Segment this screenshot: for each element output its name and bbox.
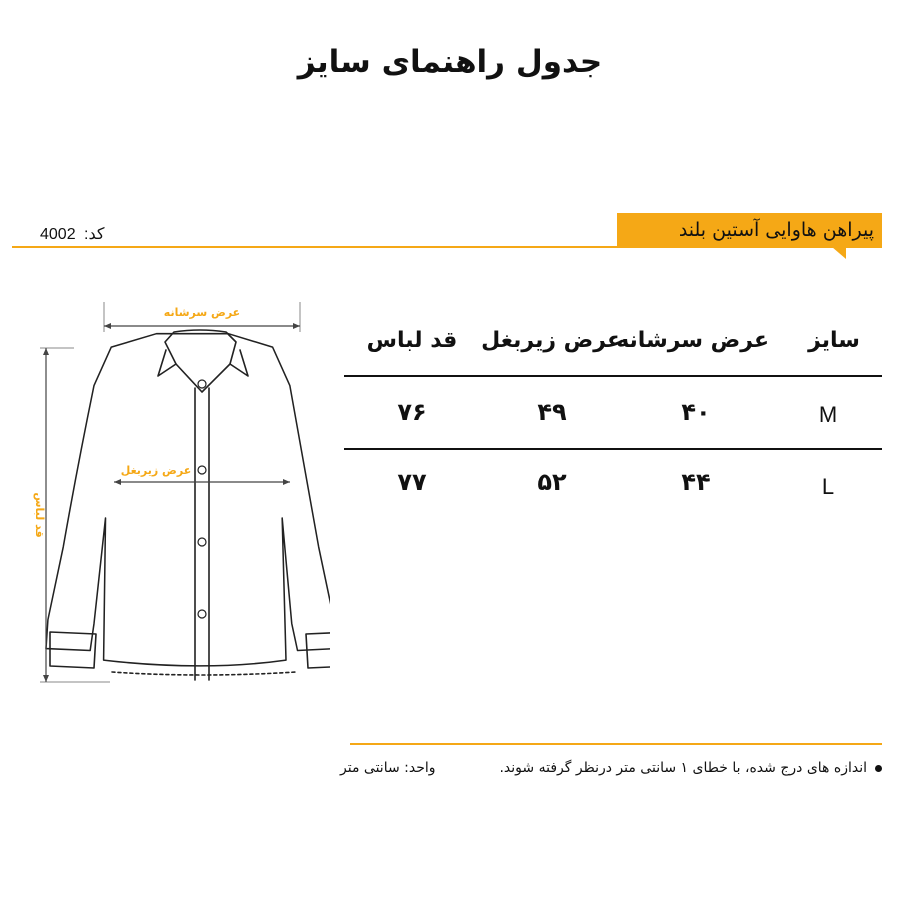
bullet-icon [875, 765, 882, 772]
table-rule [344, 375, 882, 377]
table-row-l-length: ۷۷ [397, 468, 427, 496]
shirt-button [198, 380, 206, 388]
shirt-diagram [0, 280, 330, 700]
footer-note [499, 760, 882, 776]
header-size: سایز [808, 328, 860, 353]
product-name-tag: پیراهن هاوایی آستین بلند [617, 213, 882, 247]
table-row-m-length: ۷۶ [397, 398, 427, 426]
table-row-l-chest: ۵۲ [537, 468, 567, 496]
product-code-value: 4002 [40, 226, 76, 243]
table-row-m-shoulder: ۴۰ [681, 398, 711, 426]
chest-dimension-label: عرض زیربغل [120, 464, 192, 477]
footer-divider [350, 743, 882, 745]
shirt-button [198, 610, 206, 618]
shirt-button [198, 466, 206, 474]
table-rule [344, 448, 882, 450]
length-dimension-label: قد لباس [33, 492, 46, 538]
shirt-button [198, 538, 206, 546]
table-row-l-size: L [821, 474, 835, 499]
product-tag-pointer [832, 247, 846, 259]
shirt-outline [46, 334, 330, 666]
shoulder-dimension-label: عرض سرشانه [163, 306, 241, 319]
product-code [40, 224, 105, 244]
footer-unit: واحد: سانتی متر [340, 760, 436, 776]
table-row-l-shoulder: ۴۴ [681, 468, 711, 496]
header-chest: عرض زیربغل [481, 328, 622, 353]
table-row-m-size: M [818, 402, 838, 427]
header-length: قد لباس [366, 328, 458, 353]
product-code-label: کد: [84, 226, 105, 243]
page-title: جدول راهنمای سایز [297, 44, 603, 80]
header-shoulder: عرض سرشانه [616, 328, 769, 353]
footer-note-text: اندازه های درج شده، با خطای ۱ سانتی متر درنظر گرفته شوند. [499, 760, 867, 776]
table-row-m-chest: ۴۹ [537, 398, 567, 426]
